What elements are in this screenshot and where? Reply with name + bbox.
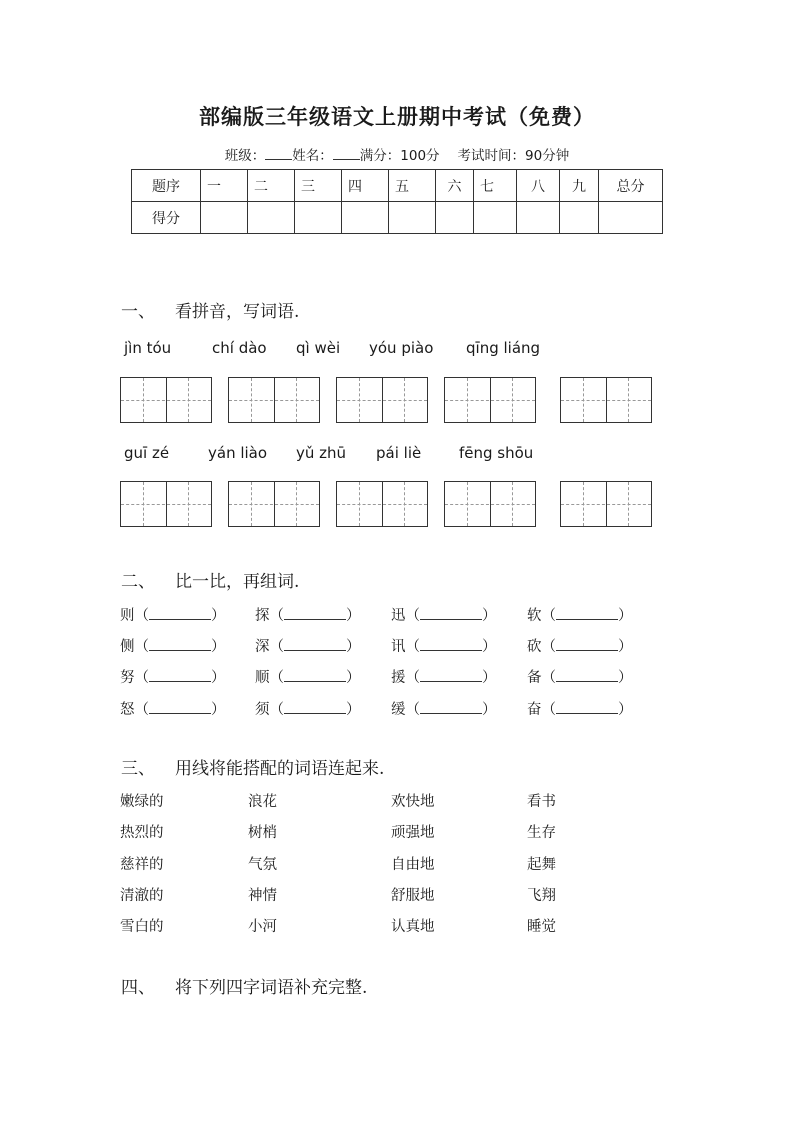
open-paren: （ xyxy=(541,608,556,624)
score-cell[interactable] xyxy=(342,202,389,234)
compare-item xyxy=(120,635,226,656)
exam-time: 考试时间：90分钟 xyxy=(457,148,570,164)
open-paren: （ xyxy=(405,702,420,718)
compare-item xyxy=(527,698,633,719)
match-word[interactable]: 气氛 xyxy=(248,857,277,873)
pinyin: yǔ zhū xyxy=(296,444,347,462)
match-word[interactable]: 雪白的 xyxy=(120,919,164,935)
answer-blank[interactable] xyxy=(420,701,482,714)
open-paren: （ xyxy=(269,639,284,655)
section1-heading xyxy=(121,297,299,322)
close-paren: ） xyxy=(482,639,497,655)
match-word[interactable]: 浪花 xyxy=(248,794,277,810)
compare-char: 探 xyxy=(255,608,270,624)
score-cell[interactable] xyxy=(295,202,342,234)
header-cell: 三 xyxy=(295,170,342,202)
match-word[interactable]: 看书 xyxy=(527,794,556,810)
match-word[interactable]: 嫩绿的 xyxy=(120,794,164,810)
pinyin: pái liè xyxy=(376,444,422,462)
close-paren: ） xyxy=(346,639,361,655)
class-blank xyxy=(265,147,292,160)
compare-char: 备 xyxy=(527,670,542,686)
match-word[interactable]: 顽强地 xyxy=(391,825,435,841)
pinyin: qīng liáng xyxy=(466,339,541,357)
close-paren: ） xyxy=(618,670,633,686)
score-cell[interactable] xyxy=(474,202,517,234)
section2-heading xyxy=(121,567,299,592)
header-cell: 七 xyxy=(474,170,517,202)
close-paren: ） xyxy=(618,639,633,655)
answer-blank[interactable] xyxy=(420,638,482,651)
pinyin: yán liào xyxy=(208,444,268,462)
compare-char: 援 xyxy=(391,670,406,686)
compare-item xyxy=(255,666,361,687)
close-paren: ） xyxy=(482,702,497,718)
close-paren: ） xyxy=(211,702,226,718)
close-paren: ） xyxy=(482,670,497,686)
answer-blank[interactable] xyxy=(284,669,346,682)
pinyin: qì wèi xyxy=(296,339,341,357)
writing-grid[interactable] xyxy=(228,377,320,423)
writing-grid[interactable] xyxy=(336,377,428,423)
section4-heading xyxy=(121,973,367,998)
compare-char: 奋 xyxy=(527,702,542,718)
compare-item xyxy=(255,635,361,656)
compare-item xyxy=(255,698,361,719)
compare-item xyxy=(527,666,633,687)
pinyin: jìn tóu xyxy=(124,339,172,357)
open-paren: （ xyxy=(405,639,420,655)
answer-blank[interactable] xyxy=(284,638,346,651)
open-paren: （ xyxy=(134,639,149,655)
writing-grid[interactable] xyxy=(560,377,652,423)
answer-blank[interactable] xyxy=(556,638,618,651)
match-word[interactable]: 生存 xyxy=(527,825,556,841)
score-row-label: 得分 xyxy=(132,202,201,234)
open-paren: （ xyxy=(134,702,149,718)
close-paren: ） xyxy=(211,670,226,686)
open-paren: （ xyxy=(541,702,556,718)
score-cell[interactable] xyxy=(201,202,248,234)
answer-blank[interactable] xyxy=(149,669,211,682)
writing-grid[interactable] xyxy=(336,481,428,527)
close-paren: ） xyxy=(618,702,633,718)
section2-title: 比一比，再组词. xyxy=(175,572,300,592)
score-cell[interactable] xyxy=(517,202,560,234)
answer-blank[interactable] xyxy=(420,669,482,682)
score-cell[interactable] xyxy=(248,202,295,234)
compare-char: 砍 xyxy=(527,639,542,655)
writing-grid[interactable] xyxy=(120,377,212,423)
compare-char: 讯 xyxy=(391,639,406,655)
name-label: 姓名： xyxy=(292,148,333,164)
section3-heading xyxy=(121,754,384,779)
pinyin: chí dào xyxy=(212,339,267,357)
section3-number: 三、 xyxy=(121,759,155,779)
close-paren: ） xyxy=(346,702,361,718)
writing-grid[interactable] xyxy=(560,481,652,527)
match-word[interactable]: 慈祥的 xyxy=(120,857,164,873)
header-cell: 题序 xyxy=(132,170,201,202)
match-word[interactable]: 清澈的 xyxy=(120,888,164,904)
answer-blank[interactable] xyxy=(556,701,618,714)
open-paren: （ xyxy=(269,608,284,624)
close-paren: ） xyxy=(346,670,361,686)
class-label: 班级： xyxy=(224,148,266,164)
header-cell: 一 xyxy=(201,170,248,202)
compare-item xyxy=(391,604,497,625)
compare-char: 顺 xyxy=(255,670,270,686)
answer-blank[interactable] xyxy=(420,607,482,620)
open-paren: （ xyxy=(405,670,420,686)
answer-blank[interactable] xyxy=(284,607,346,620)
match-word[interactable]: 欢快地 xyxy=(391,794,435,810)
match-word[interactable]: 自由地 xyxy=(391,857,435,873)
exam-info-line xyxy=(0,144,794,164)
name-blank xyxy=(333,147,360,160)
compare-item xyxy=(120,604,226,625)
header-cell: 四 xyxy=(342,170,389,202)
compare-char: 缓 xyxy=(391,702,406,718)
match-word[interactable]: 认真地 xyxy=(391,919,435,935)
match-word[interactable]: 热烈的 xyxy=(120,825,164,841)
score-table xyxy=(131,169,663,234)
answer-blank[interactable] xyxy=(556,607,618,620)
match-word[interactable]: 飞翔 xyxy=(527,888,556,904)
close-paren: ） xyxy=(346,608,361,624)
match-word[interactable]: 神情 xyxy=(248,888,277,904)
writing-grid[interactable] xyxy=(228,481,320,527)
header-cell: 六 xyxy=(436,170,474,202)
match-word[interactable]: 小河 xyxy=(248,919,277,935)
pinyin: yóu piào xyxy=(369,339,434,357)
header-cell: 九 xyxy=(560,170,599,202)
header-cell: 总分 xyxy=(599,170,663,202)
section4-number: 四、 xyxy=(121,978,155,998)
pinyin: guī zé xyxy=(124,444,170,462)
section1-number: 一、 xyxy=(121,302,155,322)
compare-char: 努 xyxy=(120,670,135,686)
compare-char: 迅 xyxy=(391,608,406,624)
full-score: 满分：100分 xyxy=(359,148,440,164)
open-paren: （ xyxy=(541,639,556,655)
answer-blank[interactable] xyxy=(149,701,211,714)
compare-item xyxy=(527,635,633,656)
open-paren: （ xyxy=(541,670,556,686)
compare-item xyxy=(527,604,633,625)
open-paren: （ xyxy=(269,670,284,686)
compare-char: 怒 xyxy=(120,702,135,718)
exam-title: 部编版三年级语文上册期中考试（免费） xyxy=(199,104,595,129)
open-paren: （ xyxy=(269,702,284,718)
compare-item xyxy=(120,698,226,719)
score-table-score-row xyxy=(132,202,663,234)
compare-item xyxy=(120,666,226,687)
compare-char: 须 xyxy=(255,702,270,718)
answer-blank[interactable] xyxy=(284,701,346,714)
section4-title: 将下列四字词语补充完整. xyxy=(175,978,368,998)
match-word[interactable]: 起舞 xyxy=(527,857,556,873)
close-paren: ） xyxy=(211,639,226,655)
compare-item xyxy=(255,604,361,625)
writing-grid[interactable] xyxy=(120,481,212,527)
score-cell[interactable] xyxy=(389,202,436,234)
score-cell[interactable] xyxy=(560,202,599,234)
compare-item xyxy=(391,666,497,687)
compare-char: 侧 xyxy=(120,639,135,655)
match-word[interactable]: 睡觉 xyxy=(527,919,556,935)
open-paren: （ xyxy=(134,608,149,624)
close-paren: ） xyxy=(211,608,226,624)
compare-char: 深 xyxy=(255,639,270,655)
answer-blank[interactable] xyxy=(149,638,211,651)
match-word[interactable]: 树梢 xyxy=(248,825,277,841)
header-cell: 二 xyxy=(248,170,295,202)
close-paren: ） xyxy=(482,608,497,624)
match-word[interactable]: 舒服地 xyxy=(391,888,435,904)
header-cell: 五 xyxy=(389,170,436,202)
writing-grid[interactable] xyxy=(444,377,536,423)
close-paren: ） xyxy=(618,608,633,624)
section1-title: 看拼音，写词语. xyxy=(175,302,300,322)
section3-title: 用线将能搭配的词语连起来. xyxy=(175,759,385,779)
compare-char: 则 xyxy=(120,608,135,624)
score-cell[interactable] xyxy=(436,202,474,234)
pinyin: fēng shōu xyxy=(459,444,534,462)
header-cell: 八 xyxy=(517,170,560,202)
compare-item xyxy=(391,698,497,719)
answer-blank[interactable] xyxy=(556,669,618,682)
compare-char: 软 xyxy=(527,608,542,624)
writing-grid[interactable] xyxy=(444,481,536,527)
open-paren: （ xyxy=(405,608,420,624)
compare-item xyxy=(391,635,497,656)
section2-number: 二、 xyxy=(121,572,155,592)
score-cell[interactable] xyxy=(599,202,663,234)
answer-blank[interactable] xyxy=(149,607,211,620)
open-paren: （ xyxy=(134,670,149,686)
score-table-header-row xyxy=(132,170,663,202)
